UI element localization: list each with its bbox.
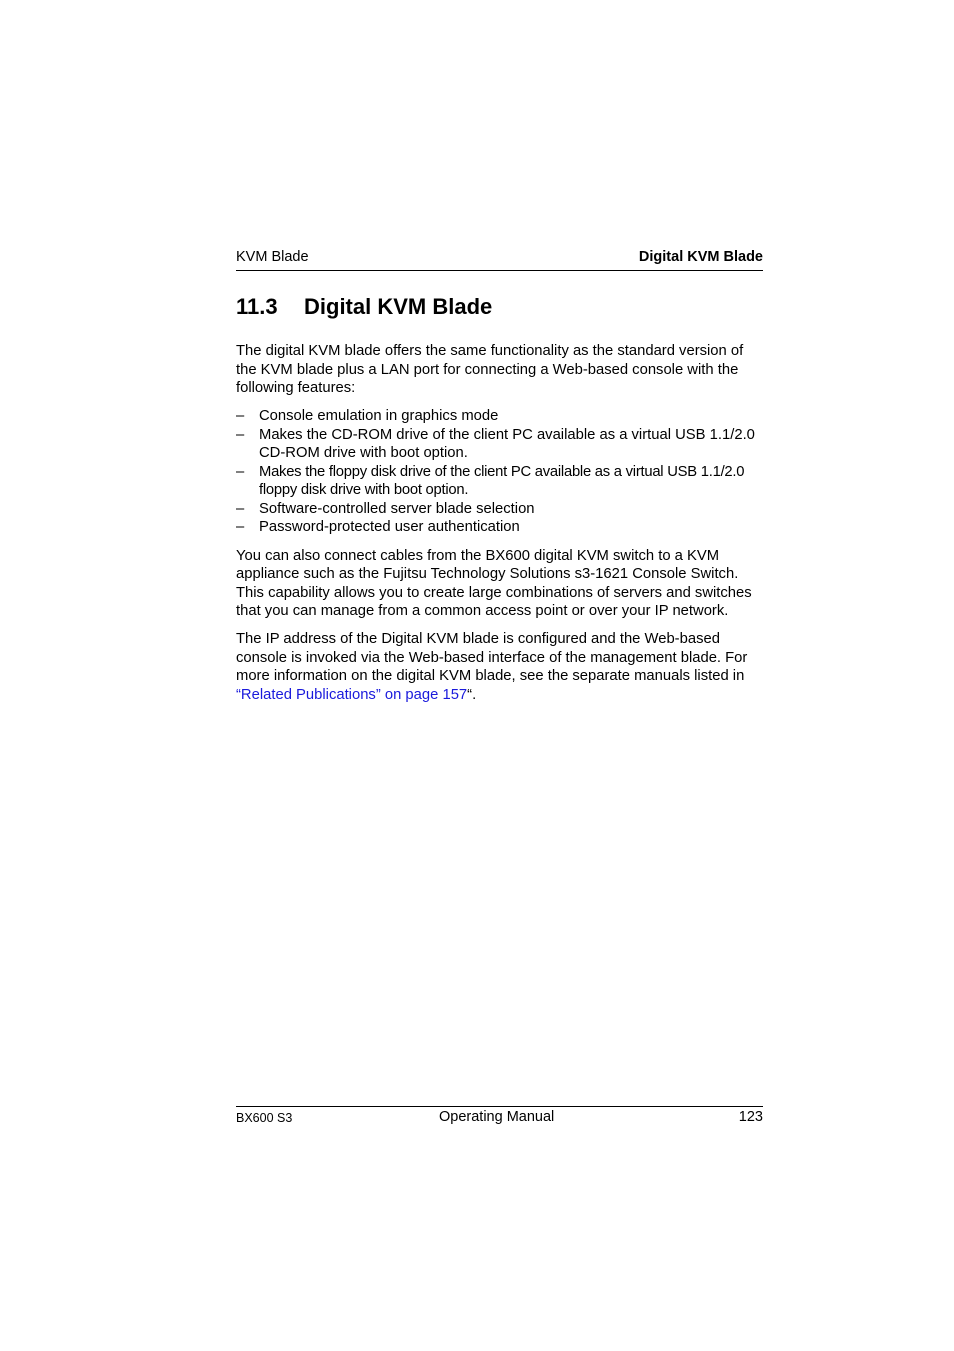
- list-item: [236, 463, 763, 500]
- list-item: [236, 518, 763, 537]
- running-footer: [236, 1106, 763, 1131]
- running-header: [236, 248, 763, 271]
- header-chapter: KVM Blade: [236, 249, 309, 265]
- feature-text: Console emulation in graphics mode: [259, 408, 499, 424]
- feature-list: [236, 407, 763, 537]
- section-title: Digital KVM Blade: [304, 294, 493, 319]
- section-number: 11.3: [236, 294, 278, 319]
- feature-text: Software-controlled server blade selection: [259, 500, 535, 517]
- page-number: 123: [738, 1109, 763, 1125]
- dash-bullet: –: [236, 519, 245, 535]
- feature-text: Makes the floppy disk drive of the client PC available as a virtual USB 1.1/2.0 floppy disk drive with boot option.: [259, 463, 745, 498]
- dash-bullet: –: [236, 500, 245, 517]
- dash-bullet: –: [236, 463, 244, 480]
- related-publications-link[interactable]: “Related Publications” on page 157: [236, 686, 468, 703]
- paragraph-end: “.: [467, 686, 477, 703]
- footer-manual-title: Operating Manual: [439, 1109, 555, 1125]
- ip-address-paragraph: [236, 630, 763, 704]
- dash-bullet: –: [236, 426, 245, 443]
- feature-text: Makes the CD-ROM drive of the client PC available as a virtual USB 1.1/2.0 CD-ROM drive with boot option.: [259, 426, 755, 461]
- intro-paragraph: The digital KVM blade offers the same functionality as the standard version of the KVM blade plus a LAN port for connecting a Web-based console with the following features:: [236, 343, 744, 396]
- list-item: [236, 407, 763, 426]
- section-heading: [236, 294, 492, 320]
- feature-text: Password-protected user authentication: [259, 519, 520, 535]
- ip-address-text: The IP address of the Digital KVM blade is configured and the Web-based console is invoked via the Web-based interface of the management blade. For more information on the digital KVM blade, see the separate manuals listed in: [236, 631, 748, 684]
- list-item: [236, 426, 763, 463]
- header-section: Digital KVM Blade: [638, 249, 763, 265]
- dash-bullet: –: [236, 408, 245, 424]
- section-body: [236, 342, 763, 714]
- kvm-appliance-paragraph: You can also connect cables from the BX600 digital KVM switch to a KVM appliance such as the Fujitsu Technology Solutions s3-1621 Console Switch. This capability allows you to create large combinations of servers and switches that you can manage from a common access point or over your IP network.: [236, 547, 752, 619]
- list-item: [236, 500, 763, 519]
- footer-product: BX600 S3: [236, 1111, 293, 1125]
